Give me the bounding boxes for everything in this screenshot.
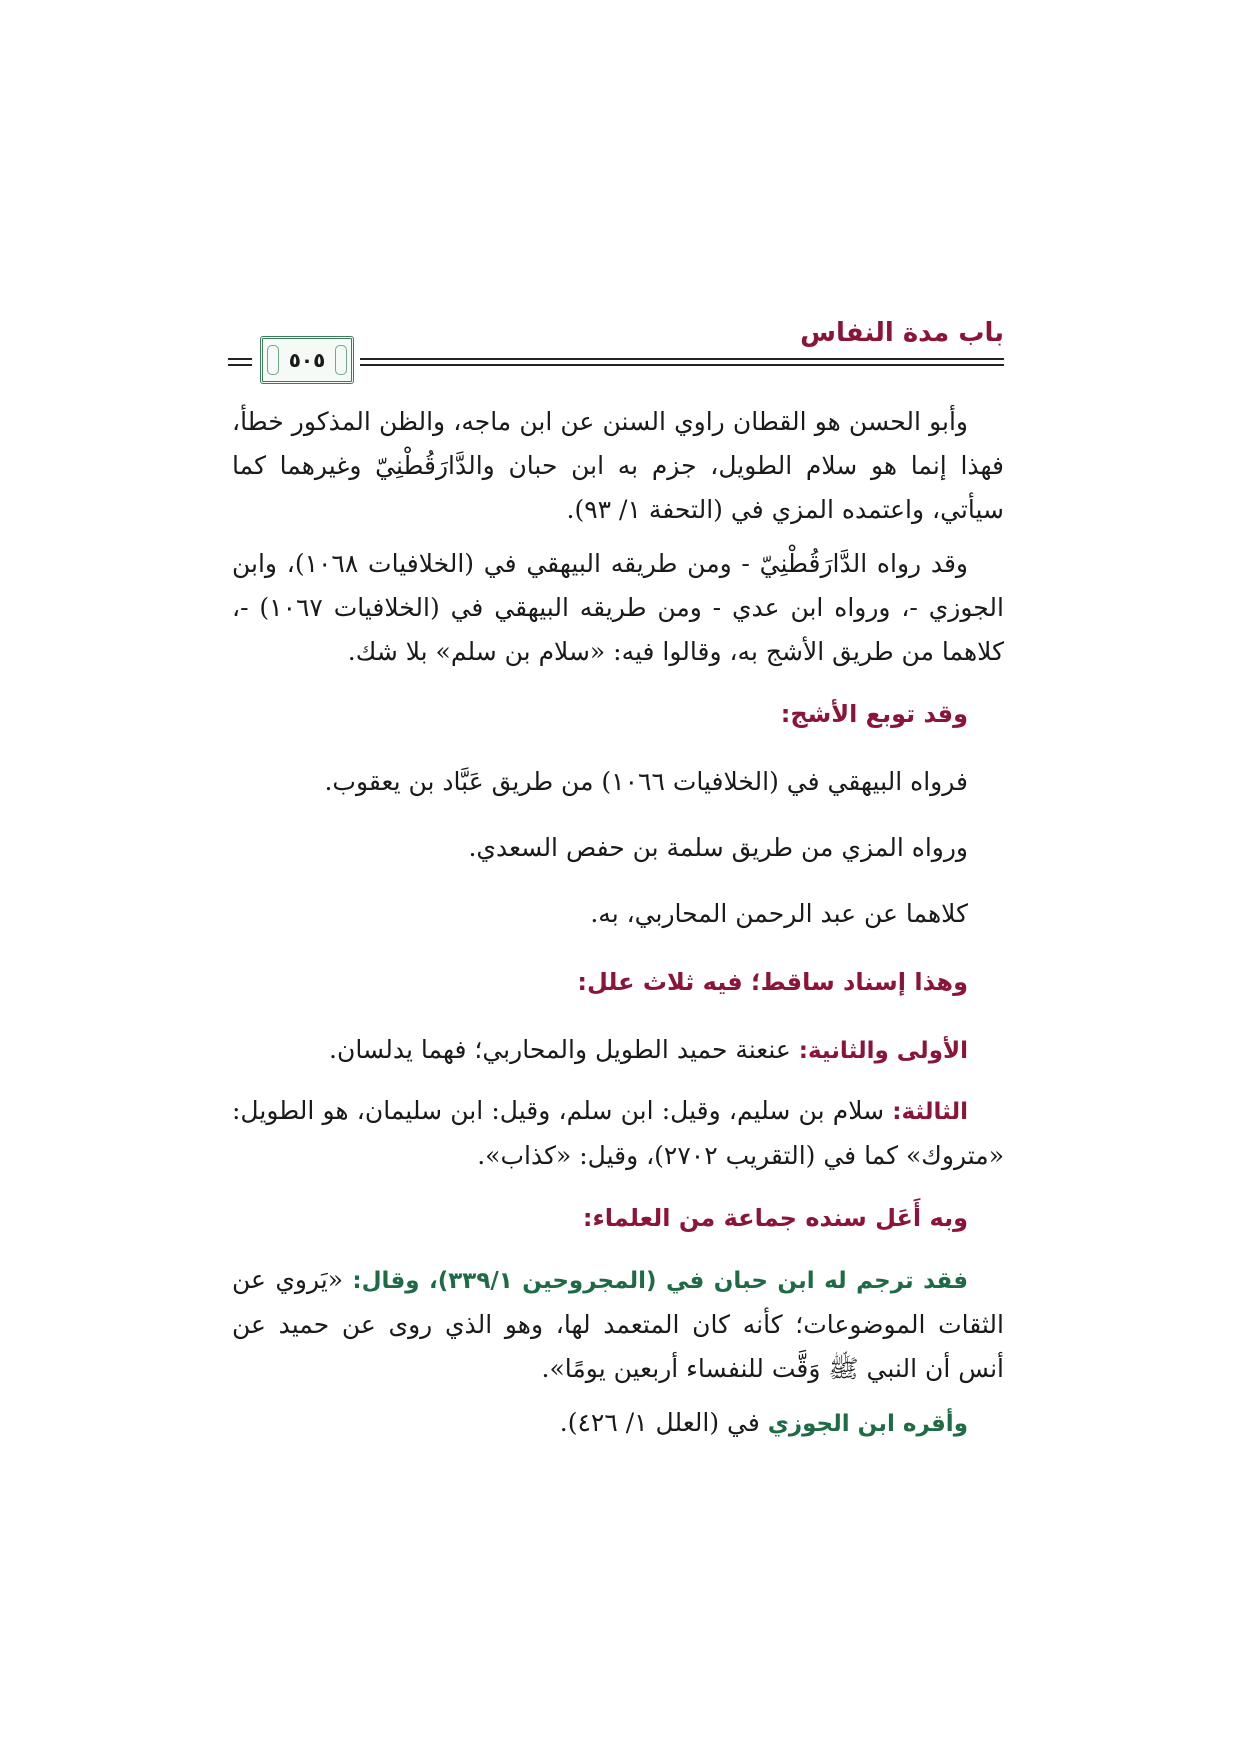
inline-label: فقد ترجم له ابن حبان في (المجروحين ٣٣٩/١)، وقال:	[352, 1268, 969, 1294]
section-heading: وقد توبع الأشج:	[780, 700, 968, 728]
list-item: فرواه البيهقي في (الخلافيات ١٠٦٦) من طريق عَبَّاد بن يعقوب.	[324, 767, 968, 796]
paragraph	[232, 1401, 1004, 1446]
paragraph-text: «يَروي عن الثقات الموضوعات؛ كأنه كان المتعمد لها، وهو الذي روى عن حميد عن أنس أن النبي ﷺ وَقَّت للنفساء أربعين يومًا».	[232, 1265, 1004, 1383]
paragraph: وقد رواه الدَّارَقُطْنِيّ - ومن طريقه البيهقي في (الخلافيات ١٠٦٨)، وابن الجوزي -، ورواه ابن عدي - ومن طريقه البيهقي في (الخلافيات ١٠٦٧) -، كلاهما من طريق الأشج به، وقالوا فيه: «سلام بن سلم» بلا شك.	[232, 549, 1004, 666]
page-body	[232, 400, 1004, 1456]
inline-label: الأولى والثانية:	[798, 1038, 968, 1064]
section-heading: وبه أَعَل سنده جماعة من العلماء:	[582, 1204, 968, 1232]
header-rule	[360, 364, 1004, 366]
paragraph-text: في (العلل ١/ ٤٢٦).	[559, 1408, 768, 1437]
inline-label: الثالثة:	[892, 1099, 968, 1125]
page-number: ٥٠٥	[288, 348, 326, 372]
chapter-title: باب مدة النفاس	[800, 318, 1004, 348]
page-number-badge	[260, 336, 354, 384]
list-item: كلاهما عن عبد الرحمن المحاربي، به.	[590, 899, 968, 928]
header-rule	[360, 358, 1004, 360]
list-item: ورواه المزي من طريق سلمة بن حفص السعدي.	[468, 833, 968, 862]
header-rule	[228, 364, 252, 366]
paragraph-text: سلام بن سليم، وقيل: ابن سلم، وقيل: ابن سليمان، هو الطويل: «متروك» كما في (التقريب ٢٧٠٢)، وقيل: «كذاب».	[232, 1096, 1004, 1170]
header-rule	[228, 358, 252, 360]
paragraph: وأبو الحسن هو القطان راوي السنن عن ابن ماجه، والظن المذكور خطأ، فهذا إنما هو سلام الطويل، جزم به ابن حبان والدَّارَقُطْنِيّ وغيرهما كما سيأتي، واعتمده المزي في (التحفة ١/ ٩٣).	[232, 407, 1004, 524]
section-heading: وهذا إسناد ساقط؛ فيه ثلاث علل:	[577, 968, 968, 996]
page-header	[228, 318, 1004, 388]
paragraph	[232, 1089, 1004, 1178]
paragraph	[232, 1022, 1004, 1079]
inline-label: وأقره ابن الجوزي	[767, 1411, 968, 1437]
paragraph	[232, 1258, 1004, 1391]
paragraph-text: عنعنة حميد الطويل والمحاربي؛ فهما يدلسان.	[329, 1035, 799, 1064]
